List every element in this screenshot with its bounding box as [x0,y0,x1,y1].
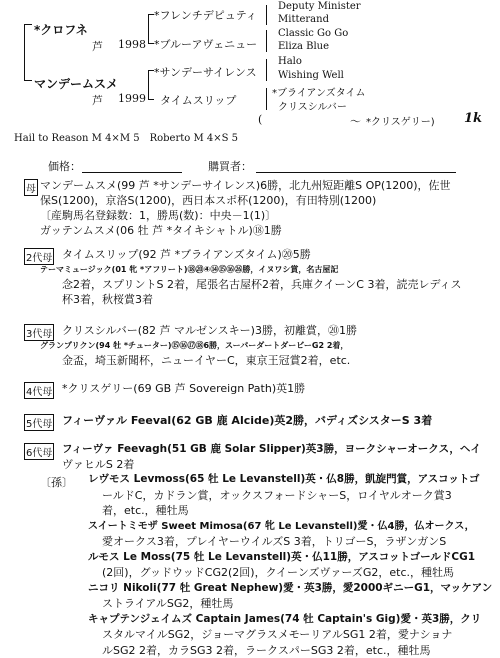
dam-bracket-t2 [148,99,154,100]
dd-dd-name: *クリスゲリー) [366,113,435,128]
gc2-line-2: 愛オークス3着，プレイヤーウイルズS 3着，トリゴーS，ラザンガンS [88,534,492,550]
sire-name: *クロフネ [34,21,88,38]
dam-section [40,178,490,238]
inbreeding-note: Hail to Reason M 4×M 5 Roberto M 4×S 5 [14,129,238,144]
pedigree-main-bracket-tick1 [24,24,32,25]
g6-line-2: ヴァヒルS 2着 [62,457,492,472]
gc5-line-3: ルSG2 2着，カラSG3 2着，ラークスパーSG3 2着，etc.，種牡馬 [88,643,492,658]
dam-color: 芦 [92,92,103,108]
sd-bracket [266,30,267,52]
pedigree-main-bracket-tick2 [24,80,32,81]
g2-line-4: 杯3着，秋桜賞3着 [62,292,492,307]
gc1-line-3: 着，etc.，種牡馬 [88,503,492,519]
buyer-label: 購買者： [208,158,252,174]
dd-bracket [266,88,267,110]
gc4-line-1: ニコリ Nikoli(77 牡 Great Nephew)愛・英3勝，愛2000ギニーG1，マッケアン [88,581,492,597]
g2-line-3: 念2着，スプリントS 2着，尾張名古屋杯2着，兵庫クイーンC 3着，読売レディス [62,277,492,292]
sd-sire-name: Classic Go Go [278,28,348,39]
g4-tag: 4代母 [24,382,54,399]
dd-sire-name: *ブライアンズタイム [272,84,366,99]
buyer-field-line[interactable] [256,172,456,174]
dam-sire-name: *サンデーサイレンス [154,64,257,80]
dam-line-3: 〔産駒馬名登録数：1，勝馬(数)：中央－1(1)〕 [40,208,490,223]
gc5-line-1: キャプテンジェイムズ Captain James(74 牡 Captain's Gig)愛・英3勝，クリ [88,612,492,628]
gc3-line-2: (2回)，グッドウッドCG2(2回)，クイーンズヴァーズG2，etc.，種牡馬 [88,565,492,581]
ds-sire-name: Halo [278,56,302,67]
g5-line-1: フィーヴァル Feeval(62 GB 鹿 Alcide)英2勝，バディズシスターS 3着 [62,413,492,428]
gc2-line-1: スイートミモザ Sweet Mimosa(67 牝 Le Levanstell)愛・仏4勝，仏オークス， [88,519,492,535]
g2-section [62,247,492,307]
price-field-line[interactable] [82,172,182,174]
dd-dam-name: クリスシルバー [278,98,347,113]
g4-line-1: *クリスゲリー(69 GB 芦 Sovereign Path)英1勝 [62,381,492,396]
grandchildren-tag: 〔孫〕 [40,474,73,490]
sire-sire-name: *フレンチデピュティ [154,7,257,23]
g3-line-1: クリスシルバー(82 芦 マルゼンスキー)3勝，初離賞，⑳1勝 [62,323,492,338]
dam-year: 1999 [118,92,146,105]
g6-section [62,442,492,472]
ds-dam-name: Wishing Well [278,70,344,81]
g3-section [62,323,492,368]
g5-section [62,413,492,428]
price-label: 価格： [48,158,81,174]
sire-year: 1998 [118,38,146,51]
ss-bracket [266,5,267,25]
ds-bracket [266,59,267,81]
dam-line-1: マンデームスメ(99 芦 *サンデーサイレンス)6勝，北九州短距離S OP(1200)，佐世 [40,178,490,193]
ss-sire-name: Deputy Minister [278,1,361,12]
g6-line-1: フィーヴァ Feevagh(51 GB 鹿 Solar Slipper)英3勝，ヨークシャーオークス，ヘイ [62,442,492,457]
gc5-line-2: スタルマイルSG2，ジョーマグラスメモーリアルSG1 2着，愛ナショナ [88,627,492,643]
dd-dd-tilde: 〜 [350,113,361,129]
g2-line-2: テーマミュージック(01 牝 *アフリート)⑱⑳④⑭⑮⑯㉖勝，イヌワシ賞，名古屋記 [40,262,492,277]
sire-color: 芦 [92,38,103,54]
dam-line-2: 保S(1200)，京洛S(1200)，西日本スポ杯(1200)，有田特別(1200) [40,193,490,208]
g4-section [62,381,492,396]
dam-bracket [148,70,149,100]
dam-line-4: ガッテンムスメ(06 牡 芦 *タイキシャトル)⑱1勝 [40,223,490,238]
rating-mark: 1k [464,111,482,126]
g5-tag: 5代母 [24,414,54,431]
gc3-line-1: ルモス Le Moss(75 牡 Le Levanstell)英・仏11勝，アスコットゴールドCG1 [88,550,492,566]
gc4-line-2: ストライアルSG2，種牡馬 [88,596,492,612]
dam-name: マンデームスメ [34,75,118,92]
dam-tag: 母 [24,179,38,196]
ss-dam-name: Mitterand [278,14,329,25]
gc1-line-2: ールドC，カドラン賞，オックスフォードシャーS，ロイヤルオーク賞3 [88,488,492,504]
g3-line-3: 金盃，埼玉新聞杯，ニューイヤーC，東京王冠賞2着，etc. [62,353,492,368]
dam-dam-name: タイムスリップ [160,92,236,108]
sd-dam-name: Eliza Blue [278,41,329,52]
g3-line-2: グランプリクン(94 牡 *チューター)⑮⑯⑰⑱6勝，スーパーダートダービーG2 2着， [40,338,492,353]
g2-line-1: タイムスリップ(92 芦 *ブライアンズタイム)⑳5勝 [62,247,492,262]
sire-bracket [148,14,149,44]
grandchildren-section [88,472,492,658]
gc1-line-1: レヴモス Levmoss(65 牡 Le Levanstell)英・仏8勝，凱旋門賞，アスコットゴ [88,472,492,488]
g3-tag: 3代母 [24,324,54,341]
g2-tag: 2代母 [24,248,54,265]
g6-tag: 6代母 [24,443,54,460]
sire-dam-name: *ブルーアヴェニュー [154,36,257,52]
pedigree-main-bracket-top [24,24,25,80]
dd-dd-open-paren: ( [258,113,262,126]
